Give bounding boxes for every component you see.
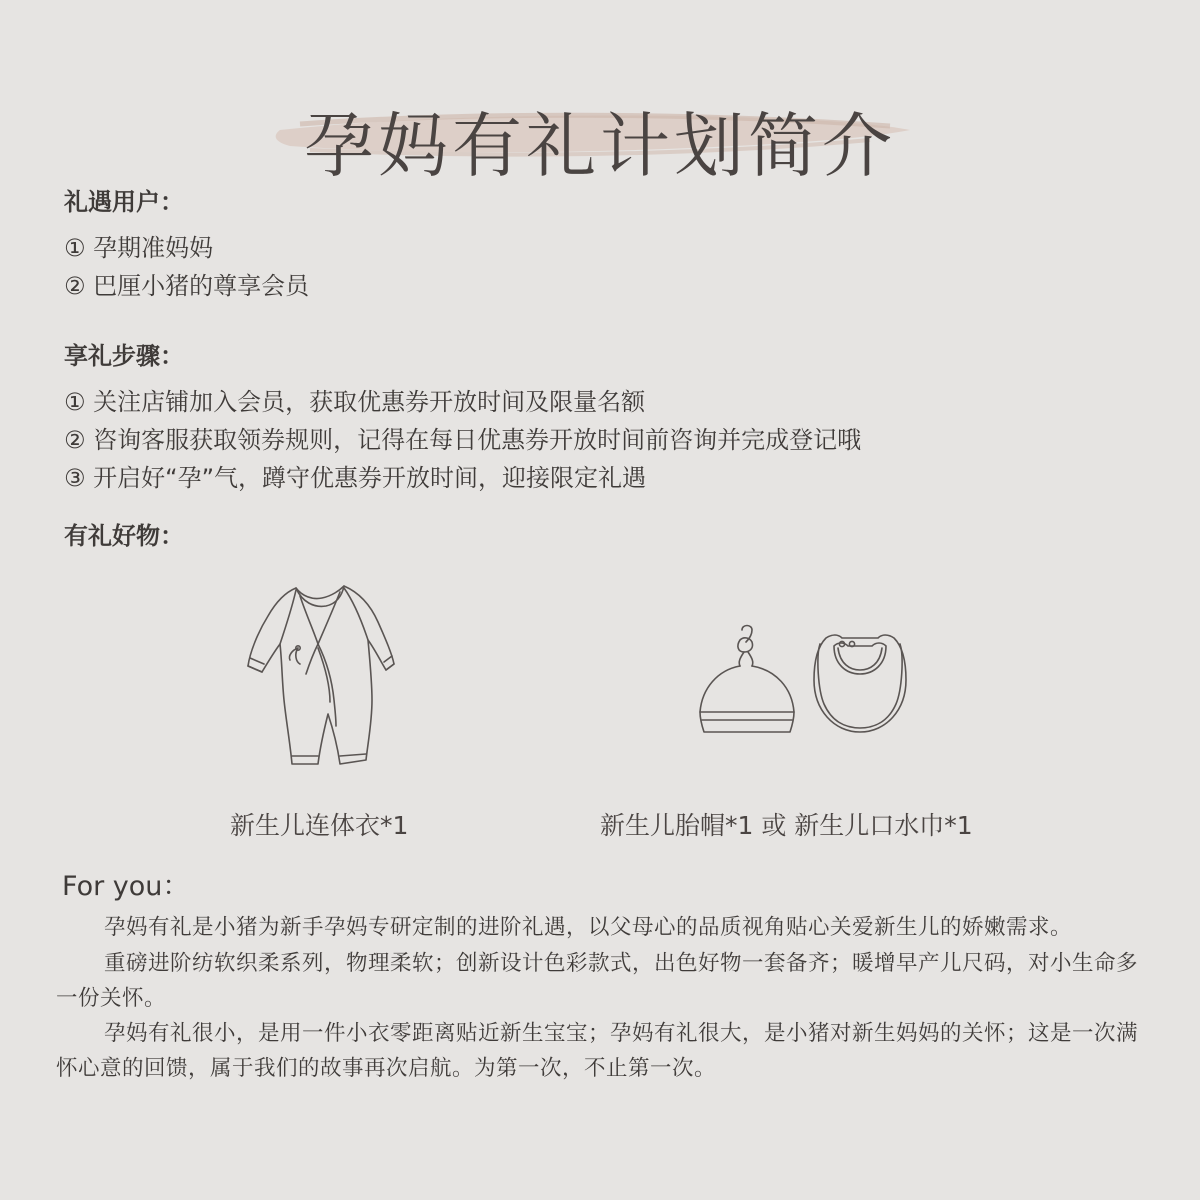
for-you-paragraph-3: 孕妈有礼很小，是用一件小衣零距离贴近新生宝宝；孕妈有礼很大，是小猪对新生妈妈的关怀；这是一次满怀心意的回馈，属于我们的故事再次启航。为第一次，不止第一次。 [56, 1021, 1139, 1081]
steps-item-2: ② 咨询客服获取领券规则，记得在每日优惠券开放时间前咨询并完成登记哦 [64, 426, 862, 454]
bib-icon [812, 630, 908, 734]
title-block [0, 82, 1200, 187]
romper-icon [240, 582, 402, 778]
gifts-label: 有礼好物： [64, 522, 184, 550]
users-item-1: ① 孕期准妈妈 [64, 234, 214, 262]
users-label: 礼遇用户： [64, 188, 184, 216]
gift-caption-hat-or-bib: 新生儿胎帽*1 或 新生儿口水巾*1 [600, 811, 973, 840]
for-you-paragraph-1: 孕妈有礼是小猪为新手孕妈专研定制的进阶礼遇，以父母心的品质视角贴心关爱新生儿的娇嫩需求。 [104, 915, 1073, 940]
users-item-2: ② 巴厘小猪的尊享会员 [64, 272, 310, 300]
steps-label: 享礼步骤： [64, 342, 184, 370]
steps-item-1: ① 关注店铺加入会员，获取优惠券开放时间及限量名额 [64, 388, 646, 416]
hat-icon [696, 622, 798, 740]
page-title: 孕妈有礼计划简介 [304, 105, 896, 187]
for-you-paragraph-2: 重磅进阶纺软织柔系列，物理柔软；创新设计色彩款式，出色好物一套备齐；暖增早产儿尺码，对小生命多一份关怀。 [56, 951, 1139, 1011]
gift-caption-romper: 新生儿连体衣*1 [230, 811, 409, 840]
for-you-label: For you： [62, 871, 190, 902]
steps-item-3: ③ 开启好“孕”气，蹲守优惠券开放时间，迎接限定礼遇 [64, 464, 647, 492]
